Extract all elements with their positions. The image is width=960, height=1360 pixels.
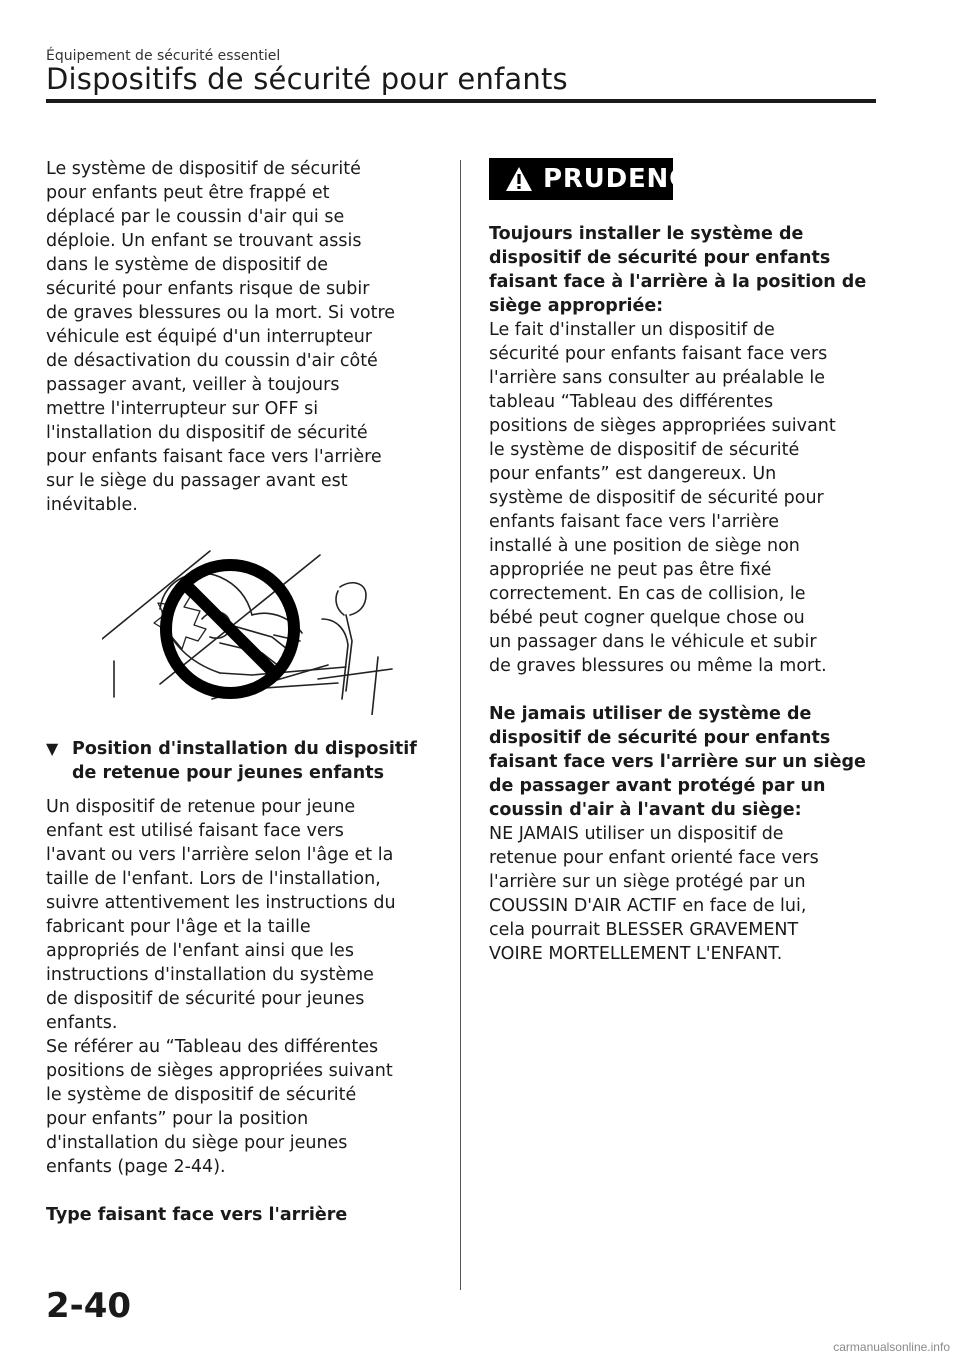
caution-label: PRUDENCE <box>543 164 708 194</box>
watermark: carmanualsonline.info <box>833 1340 950 1354</box>
warning-triangle-icon <box>505 166 533 192</box>
section-paragraph-1: Un dispositif de retenue pour jeune enfant est utilisé faisant face vers l'avant ou vers l'arrière selon l'âge et la taille de l'enfant. Lors de l'installation, suivre attentivement les instructions du fabricant pour l'âge et la taille appropriés de l'enfant ainsi que les instructions d'installation du système de dispositif de sécurité pour jeunes enfants. <box>46 797 396 1033</box>
header-section-label: Équipement de sécurité essentiel <box>46 48 281 64</box>
triangle-down-icon: ▼ <box>46 739 59 758</box>
prohibited-rear-facing-seat-illustration <box>102 549 398 715</box>
section-heading <box>46 737 436 785</box>
section-paragraph-2: Se référer au “Tableau des différentes positions de sièges appropriées suivant le système de dispositif de sécurité pour enfants” pour la position d'installation du siège pour jeunes enfants (page 2-44). <box>46 1037 393 1177</box>
illustration-svg <box>102 549 398 715</box>
page-number: 2-40 <box>46 1286 132 1326</box>
header-rule <box>46 99 876 103</box>
rear-facing-subheading: Type faisant face vers l'arrière <box>46 1205 348 1225</box>
caution-banner <box>489 158 708 200</box>
page-title: Dispositifs de sécurité pour enfants <box>46 62 568 96</box>
column-divider <box>460 160 461 1290</box>
right-column <box>489 158 881 966</box>
caution-2-title: Ne jamais utiliser de système de dispositif de sécurité pour enfants faisant face vers l'arrière sur un siège de passager avant protégé par un coussin d'air à l'avant du siège: <box>489 704 866 820</box>
section-heading-text: Position d'installation du dispositif de retenue pour jeunes enfants <box>72 739 417 783</box>
caution-2-body: NE JAMAIS utiliser un dispositif de retenue pour enfant orienté face vers l'arrière sur un siège protégé par un COUSSIN D'AIR ACTIF en face de lui, cela pourrait BLESSER GRAVEMENT VOIRE MORTELLEMENT L'ENFANT. <box>489 824 819 964</box>
intro-paragraph: Le système de dispositif de sécurité pour enfants peut être frappé et déplacé par le coussin d'air qui se déploie. Un enfant se trouvant assis dans le système de dispositif de sécurité pour enfants risque de subir de graves blessures ou la mort. Si votre véhicule est équipé d'un interrupteur de désactivation du coussin d'air côté passager avant, veiller à toujours mettre l'interrupteur sur OFF si l'installation du dispositif de sécurité pour enfants faisant face vers l'arrière sur le siège du passager avant est inévitable. <box>46 159 396 515</box>
caution-1-title: Toujours installer le système de dispositif de sécurité pour enfants faisant face à l'arrière à la position de siège appropriée: <box>489 224 867 316</box>
caution-1-body: Le fait d'installer un dispositif de sécurité pour enfants faisant face vers l'arrière sans consulter au préalable le tableau “Tableau des différentes positions de sièges appropriées suivant le système de dispositif de sécurité pour enfants” est dangereux. Un système de dispositif de sécurité pour enfants faisant face vers l'arrière installé à une position de siège non appropriée ne peut pas être fixé correctement. En cas de collision, le bébé peut cogner quelque chose ou un passager dans le véhicule et subir de graves blessures ou même la mort. <box>489 320 836 676</box>
left-column <box>46 157 436 1227</box>
